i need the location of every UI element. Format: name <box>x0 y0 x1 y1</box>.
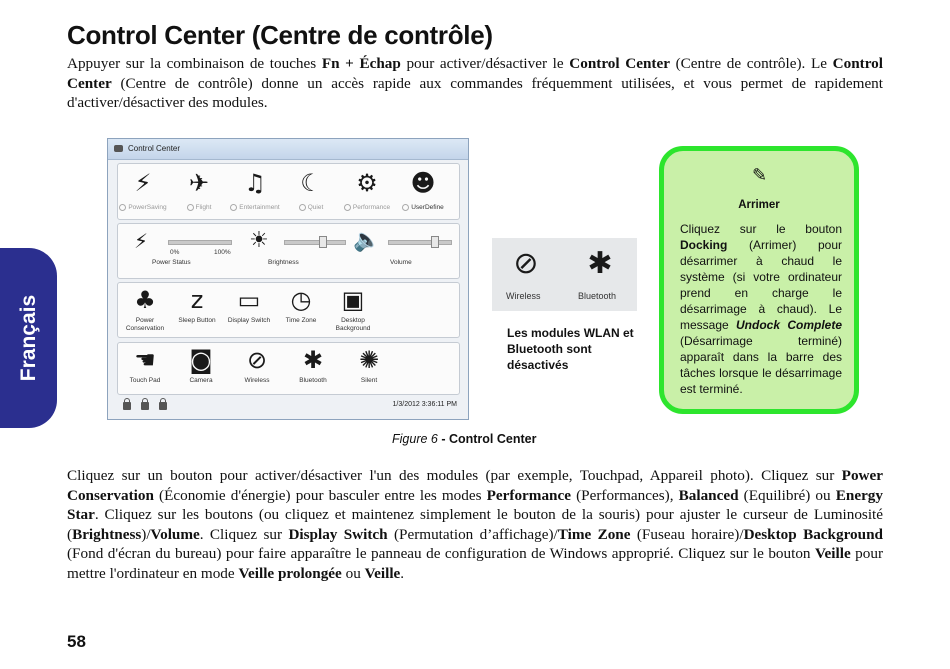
language-tab <box>0 248 57 428</box>
display-switch-label: Display Switch <box>227 317 271 324</box>
users-label: UserDefine <box>396 204 450 212</box>
music-player-label: Entertainment <box>228 204 282 212</box>
camera-icon[interactable]: ◙ <box>189 346 213 374</box>
body-paragraph: Cliquez sur un bouton pour activer/désactiver l'un des modules (par exemple, Touchpad, Appareil photo). Cliquez sur Power Conservation (Économie d'énergie) pour basculer entre les modes Performance (Performances), Balanced (Equilibré) ou Energy Star. Cliquez sur les boutons (ou cliquez et maintenez simplement le bouton de la souris) pour ajuster le curseur de Luminosité (Brightness)/Volume. Cliquez sur Display Switch (Permutation d’affichage)/Time Zone (Fuseau horaire)/Desktop Background (Fond d'écran du bureau) pour faire apparaître le panneau de configuration de Windows approprié. Cliquez sur le bouton Veille pour mettre l'ordinateur en mode Veille prolongée ou Veille. <box>67 467 884 582</box>
power-saving-icon[interactable]: ⚡ <box>134 169 152 197</box>
note-text: Cliquez sur le bouton Docking (Arrimer) pour désarrimer à chaud le système (si votre ordinateur prend en charge le désarrimage à chaud). Le message Undock Complete (Désarrimage terminé) apparaît dans la barre des tâches lorsque le désarrimage est terminé. <box>680 222 843 396</box>
disabled-modules-image <box>492 238 637 311</box>
lock-icon <box>159 402 167 410</box>
lock-icon <box>141 402 149 410</box>
clock-icon[interactable]: ◷ <box>290 286 312 314</box>
brightness-label: Brightness <box>268 259 299 266</box>
users-icon[interactable]: ☻ <box>410 169 436 197</box>
volume-label: Volume <box>390 259 412 266</box>
volume-mute-icon: 🔈 <box>353 228 381 253</box>
status-bar <box>117 398 459 416</box>
bluetooth-icon[interactable]: ✱ <box>302 346 324 374</box>
pencil-icon: ✎ <box>752 165 768 185</box>
control-center-window <box>107 138 469 420</box>
note-title: Arrimer <box>738 199 780 211</box>
page-title: Control Center (Centre de contrôle) <box>67 20 493 50</box>
settings-panel <box>117 282 460 338</box>
power-modes-panel <box>117 163 460 220</box>
power-min-label: 0% <box>170 249 180 256</box>
intro-paragraph: Appuyer sur la combinaison de touches Fn + Échap pour activer/désactiver le Control Center (Centre de contrôle). Le Control Center (Centre de contrôle) donne un accès rapide aux commandes fréquemment utilisées, et vous permet de rapidement d'activer/désactiver des modules. <box>67 55 883 112</box>
volume-slider[interactable] <box>388 240 452 245</box>
wireless-disabled-icon: ⊘ <box>513 246 539 281</box>
figure-number: Figure 6 <box>392 432 438 446</box>
figure-separator: - <box>437 432 449 446</box>
camera-label: Camera <box>189 377 213 384</box>
lock-icon <box>123 402 131 410</box>
fan-label: Silent <box>360 377 378 384</box>
moon-label: Quiet <box>284 204 338 212</box>
control-center-title: Control Center <box>108 139 468 160</box>
figure-name: Control Center <box>448 432 537 446</box>
wireless-icon[interactable]: ⊘ <box>246 346 268 374</box>
fan-icon[interactable]: ✺ <box>358 346 380 374</box>
power-conservation-icon[interactable]: ♣ <box>134 286 156 314</box>
wireless-label: Wireless <box>506 291 541 301</box>
modules-caption: Les modules WLAN et Bluetooth sont désactivés <box>507 326 634 372</box>
clock-label: Time Zone <box>285 317 317 324</box>
bluetooth-label: Bluetooth <box>299 377 327 384</box>
brightness-icon: ☀ <box>249 228 269 253</box>
desktop-background-label: Desktop Background <box>335 317 371 332</box>
brightness-slider[interactable] <box>284 240 346 245</box>
bluetooth-label: Bluetooth <box>578 291 617 301</box>
desktop-background-icon[interactable]: ▣ <box>341 286 365 314</box>
power-conservation-label: Power Conservation <box>125 317 165 332</box>
language-tab-label: Français <box>16 294 40 382</box>
sleep-label: Sleep Button <box>178 317 216 324</box>
display-switch-icon[interactable]: ▭ <box>237 286 261 314</box>
page-number: 58 <box>67 632 86 651</box>
moon-icon[interactable]: ☾ <box>300 169 322 197</box>
docking-note <box>659 146 859 414</box>
figure-caption <box>392 432 536 446</box>
power-max-label: 100% <box>214 249 231 256</box>
gamepad-label: Performance <box>340 204 394 212</box>
airplane-icon[interactable]: ✈ <box>188 169 210 197</box>
sleep-icon[interactable]: z <box>190 286 204 314</box>
power-plug-icon: ⚡ <box>133 229 149 253</box>
power-status-label: Power Status <box>152 259 191 266</box>
sliders-panel <box>117 223 460 279</box>
power-status-bar <box>168 240 232 245</box>
music-player-icon[interactable]: ♫ <box>244 169 266 197</box>
wireless-label: Wireless <box>244 377 270 384</box>
gamepad-icon[interactable]: ⚙ <box>356 169 378 197</box>
datetime-readout: 1/3/2012 3:36:11 PM <box>392 401 457 408</box>
touchpad-label: Touch Pad <box>129 377 161 384</box>
power-saving-label: PowerSaving <box>116 204 170 212</box>
airplane-label: Flight <box>172 204 226 212</box>
modules-panel <box>117 342 460 395</box>
bluetooth-disabled-icon: ✱ <box>587 246 613 281</box>
touchpad-icon[interactable]: ☚ <box>134 346 156 374</box>
